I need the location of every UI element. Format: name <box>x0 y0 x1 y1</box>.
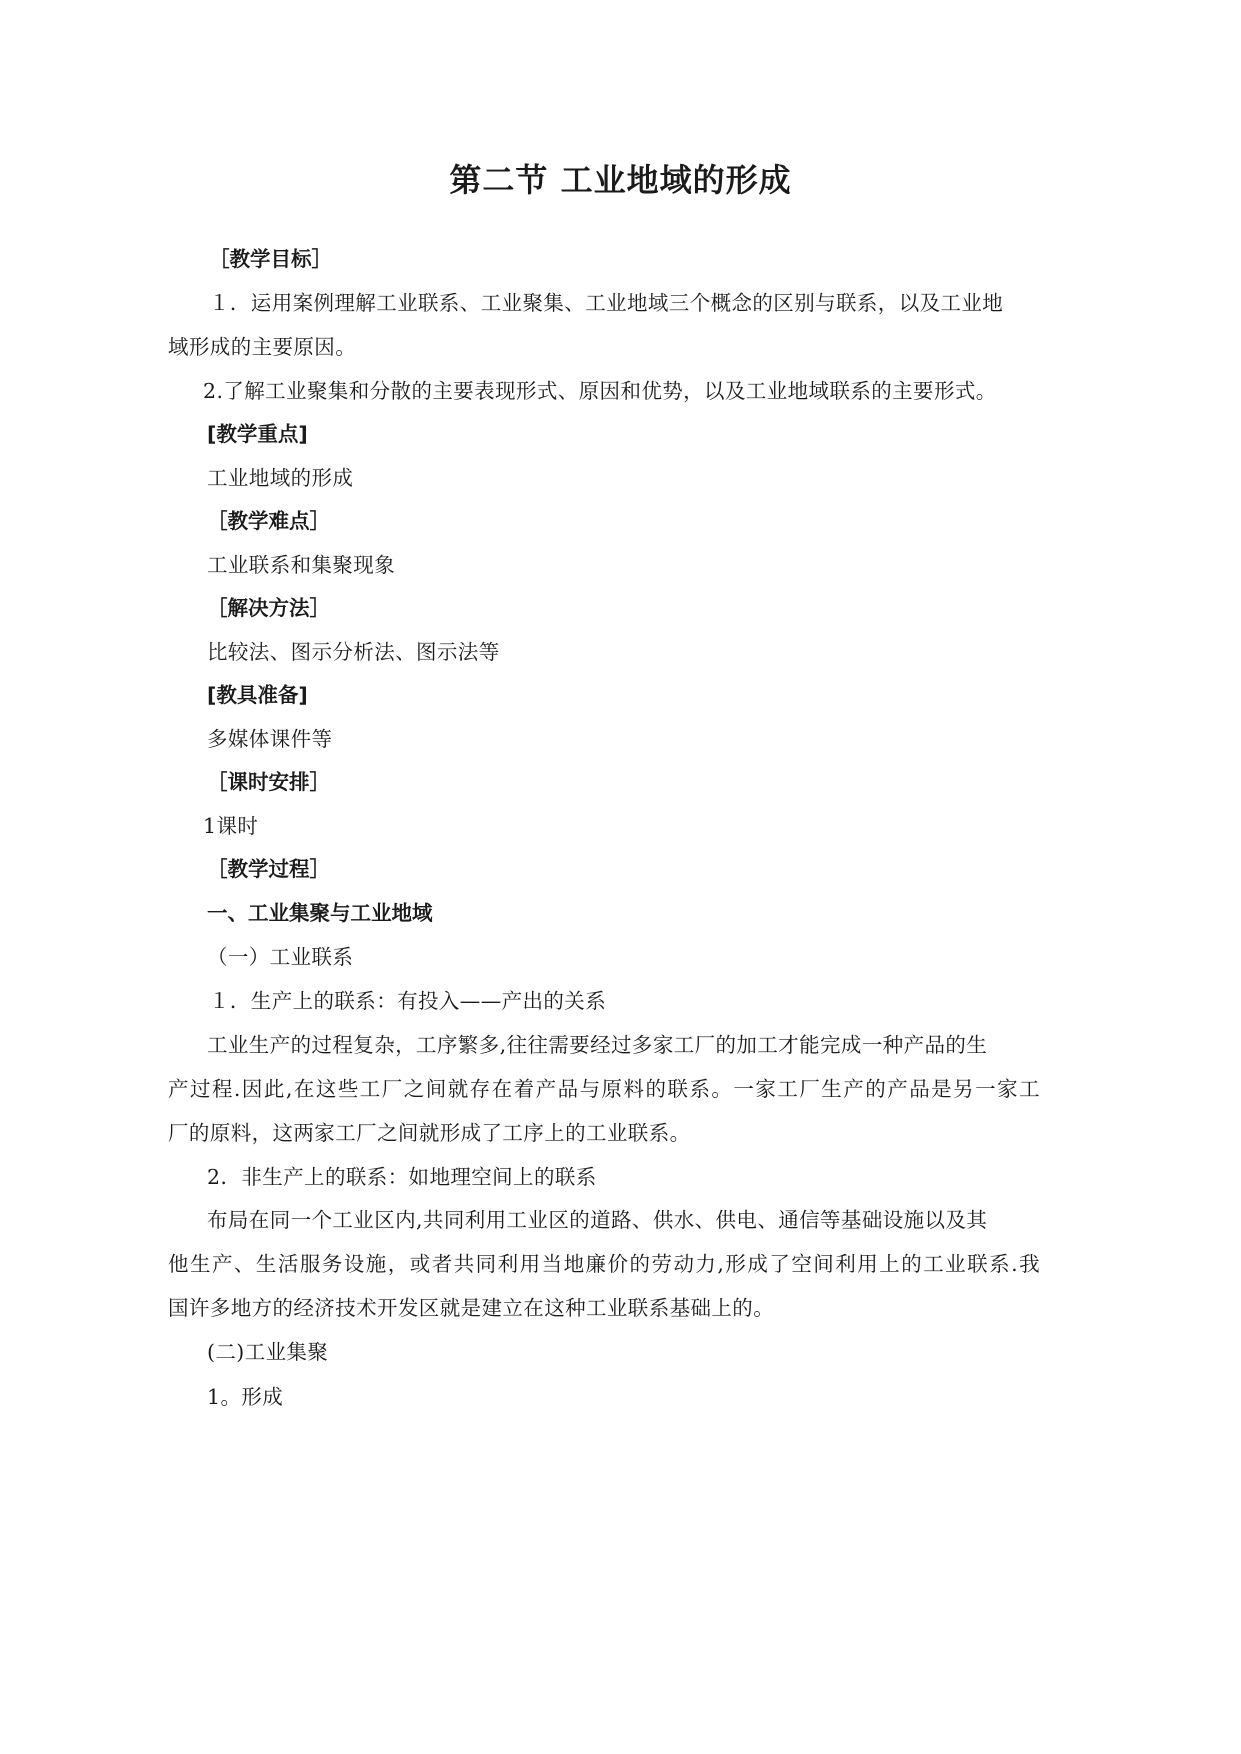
section-heading-teaching-aids: [教具准备] <box>207 683 308 707</box>
paragraph-production-linkage-line-3: 厂的原料，这两家工厂之间就形成了工序上的工业联系。 <box>168 1121 691 1145</box>
paragraph-production-linkage-line-1: 工业生产的过程复杂，工序繁多,往往需要经过多家工厂的加工才能完成一种产品的生 <box>207 1033 988 1057</box>
objective-item-1: １．运用案例理解工业联系、工业聚集、工业地域三个概念的区别与联系，以及工业地 <box>209 291 1004 315</box>
section-heading-solution-methods: ［解决方法］ <box>207 596 330 620</box>
objective-item-1-continuation: 域形成的主要原因。 <box>168 335 357 359</box>
objective-item-2: 2.了解工业聚集和分散的主要表现形式、原因和优势，以及工业地域联系的主要形式。 <box>203 379 997 403</box>
section-heading-class-schedule: ［课时安排］ <box>207 770 330 794</box>
cluster-formation-heading: 1。形成 <box>207 1385 284 1409</box>
solution-methods-text: 比较法、图示分析法、图示法等 <box>207 640 500 664</box>
teaching-focus-text: 工业地域的形成 <box>207 466 354 490</box>
section-heading-teaching-process: ［教学过程］ <box>207 857 330 881</box>
paragraph-spatial-linkage-line-3: 国许多地方的经济技术开发区就是建立在这种工业联系基础上的。 <box>168 1296 775 1320</box>
paragraph-spatial-linkage-line-1: 布局在同一个工业区内,共同利用工业区的道路、供水、供电、通信等基础设施以及其 <box>207 1208 988 1232</box>
class-schedule-text: 1课时 <box>203 814 259 838</box>
page-title: 第二节 工业地域的形成 <box>449 161 792 199</box>
teaching-difficulty-text: 工业联系和集聚现象 <box>207 553 396 577</box>
non-production-linkage-heading: 2．非生产上的联系：如地理空间上的联系 <box>207 1165 597 1189</box>
section-heading-teaching-difficulty: ［教学难点］ <box>207 509 330 533</box>
paragraph-spatial-linkage-line-2: 他生产、生活服务设施，或者共同利用当地廉价的劳动力,形成了空间利用上的工业联系.我 <box>168 1252 1040 1276</box>
paragraph-production-linkage-line-2: 产过程.因此,在这些工厂之间就存在着产品与原料的联系。一家工厂生产的产品是另一家工 <box>168 1077 1040 1101</box>
subheading-industrial-agglomeration: 一、工业集聚与工业地域 <box>207 901 433 925</box>
subheading-industrial-cluster: (二)工业集聚 <box>207 1340 329 1364</box>
section-heading-teaching-objectives: ［教学目标］ <box>209 247 332 271</box>
subheading-industrial-linkage: （一）工业联系 <box>207 945 354 969</box>
production-linkage-heading: １．生产上的联系：有投入——产出的关系 <box>209 989 607 1013</box>
teaching-aids-text: 多媒体课件等 <box>207 727 333 751</box>
section-heading-teaching-focus: [教学重点] <box>207 422 308 446</box>
